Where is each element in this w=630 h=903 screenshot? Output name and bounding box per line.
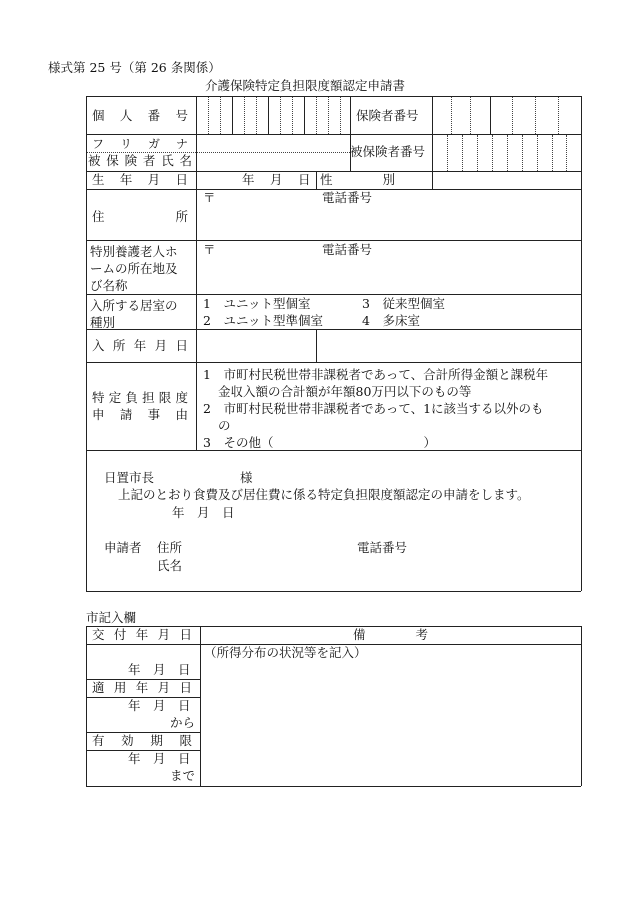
form-title: 介護保険特定負担限度額認定申請書 [205, 78, 406, 93]
addressee: 日置市長 [104, 470, 155, 485]
room-option: 2 ユニット型準個室 [203, 313, 323, 328]
remarks-label: 備 考 [353, 627, 429, 642]
room-option: 1 ユニット型個室 [203, 296, 311, 311]
from-label: から [170, 715, 196, 730]
reason-item: の [218, 418, 231, 433]
reason-item: 1 市町村民税世帯非課税者であって、合計所得金額と課税年 [203, 367, 549, 382]
applicant-name-label: 氏名 [157, 558, 183, 573]
apply-date-label: 適 用 年 月 日 [92, 680, 192, 695]
room-type-label: 入所する居室の 種別 [90, 298, 178, 330]
issue-date-value: 年 月 日 [128, 662, 191, 677]
insurer-number-label: 保険者番号 [356, 108, 419, 123]
room-option: 3 従来型個室 [362, 296, 445, 311]
reason-item: 3 その他（ ） [203, 435, 436, 450]
facility-postal-mark: 〒 [203, 242, 216, 257]
room-option: 4 多床室 [362, 313, 420, 328]
birthdate-label: 生 年 月 日 [92, 172, 188, 187]
gender-label: 性 別 [320, 172, 396, 187]
birthdate-month: 月 [270, 172, 283, 187]
reason-item: 金収入額の合計額が年額80万円以下のもの等 [218, 384, 472, 399]
declaration-date: 年 月 日 [172, 505, 235, 520]
reason-label-line1: 特 定 負 担 限 度 [92, 390, 188, 405]
address-label: 住 所 [92, 209, 188, 224]
remarks-note: （所得分布の状況等を記入） [204, 645, 367, 660]
reason-list [203, 366, 548, 451]
reason-label-line2: 申 請 事 由 [92, 407, 188, 422]
reason-item: 2 市町村民税世帯非課税者であって、1に該当する以外のも [203, 401, 544, 416]
valid-period-label: 有 効 期 限 [92, 733, 192, 748]
until-label: まで [170, 768, 196, 783]
applicant-phone-label: 電話番号 [357, 540, 408, 555]
honorific: 様 [240, 470, 253, 485]
personal-number-label: 個 人 番 号 [92, 108, 188, 123]
postal-mark: 〒 [203, 190, 216, 205]
phone-label: 電話番号 [322, 190, 373, 205]
applicant-address-label: 住所 [157, 540, 183, 555]
issue-date-label: 交 付 年 月 日 [92, 627, 192, 642]
birthdate-day: 日 [298, 172, 311, 187]
facility-phone-label: 電話番号 [322, 242, 373, 257]
city-section-title: 市記入欄 [86, 610, 137, 625]
applicant-label: 申請者 [104, 540, 142, 555]
valid-period-value: 年 月 日 [128, 751, 191, 766]
insured-name-label: 被 保 険 者 氏 名 [88, 153, 192, 168]
birthdate-year: 年 [242, 172, 255, 187]
form-number: 様式第 25 号（第 26 条関係） [48, 60, 221, 75]
declaration-statement: 上記のとおり食費及び居住費に係る特定負担限度額認定の申請をします。 [118, 487, 530, 502]
apply-date-value: 年 月 日 [128, 698, 191, 713]
facility-label: 特別養護老人ホ ームの所在地及 び名称 [90, 244, 178, 293]
furigana-label: フ リ ガ ナ [92, 137, 188, 151]
insured-number-label: 被保険者番号 [350, 144, 426, 159]
admission-date-label: 入 所 年 月 日 [92, 338, 188, 353]
